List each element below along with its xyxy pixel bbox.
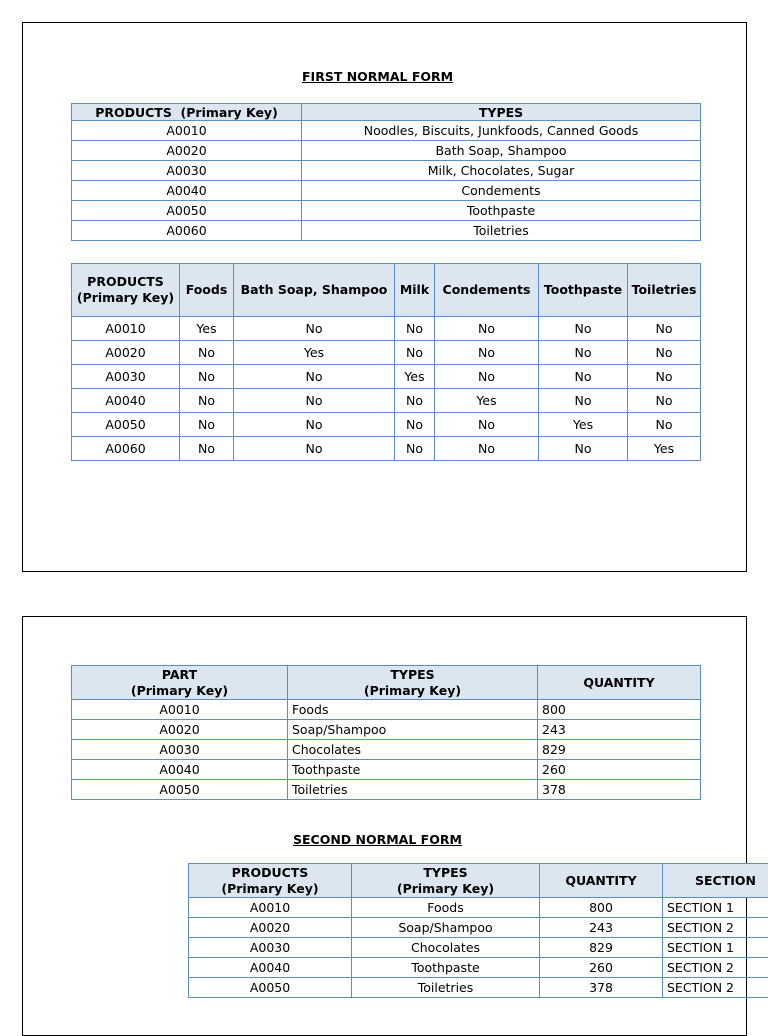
table-row xyxy=(72,121,701,141)
types-cell: Foods xyxy=(288,700,538,720)
section-cell: SECTION 2 xyxy=(663,958,768,978)
table-row xyxy=(189,938,768,958)
quantity-cell: 243 xyxy=(538,720,701,740)
part-types-quantity-table xyxy=(71,665,701,800)
product-cell: A0010 xyxy=(72,317,180,341)
product-cell: A0040 xyxy=(72,181,302,201)
table-row xyxy=(72,317,701,341)
part-cell: A0020 xyxy=(72,720,288,740)
column-header: PRODUCTS (Primary Key) xyxy=(72,104,302,121)
types-cell: Toothpaste xyxy=(352,958,540,978)
section-cell: SECTION 2 xyxy=(663,978,768,998)
product-cell: A0040 xyxy=(72,389,180,413)
table-row xyxy=(189,918,768,938)
quantity-cell: 829 xyxy=(538,740,701,760)
yes-no-cell: No xyxy=(234,389,395,413)
product-cell: A0050 xyxy=(189,978,352,998)
product-cell: A0050 xyxy=(72,413,180,437)
products-section-table xyxy=(188,863,768,998)
column-header: Milk xyxy=(395,264,435,317)
column-header: PRODUCTS (Primary Key) xyxy=(72,264,180,317)
yes-no-cell: No xyxy=(180,437,234,461)
yes-no-cell: No xyxy=(395,317,435,341)
table-row xyxy=(72,181,701,201)
product-cell: A0020 xyxy=(72,141,302,161)
products-types-table xyxy=(71,103,701,241)
product-cell: A0010 xyxy=(72,121,302,141)
table-header-row xyxy=(72,264,701,317)
table-header-row xyxy=(189,864,768,898)
quantity-cell: 378 xyxy=(540,978,663,998)
product-cell: A0030 xyxy=(72,161,302,181)
types-cell: Condements xyxy=(302,181,701,201)
types-cell: Toiletries xyxy=(352,978,540,998)
yes-no-cell: No xyxy=(628,365,701,389)
column-header: TYPES (Primary Key) xyxy=(288,666,538,700)
table-row xyxy=(72,201,701,221)
table-row xyxy=(72,437,701,461)
table-header-row xyxy=(72,104,701,121)
types-cell: Chocolates xyxy=(288,740,538,760)
yes-no-cell: No xyxy=(180,389,234,413)
column-header: Condements xyxy=(435,264,539,317)
yes-no-cell: Yes xyxy=(234,341,395,365)
yes-no-cell: No xyxy=(628,341,701,365)
product-cell: A0010 xyxy=(189,898,352,918)
yes-no-cell: No xyxy=(435,365,539,389)
product-cell: A0020 xyxy=(189,918,352,938)
yes-no-cell: No xyxy=(395,389,435,413)
table-row xyxy=(72,389,701,413)
types-cell: Milk, Chocolates, Sugar xyxy=(302,161,701,181)
column-header: TYPES xyxy=(302,104,701,121)
part-cell: A0040 xyxy=(72,760,288,780)
column-header: QUANTITY xyxy=(538,666,701,700)
section-cell: SECTION 1 xyxy=(663,938,768,958)
product-cell: A0020 xyxy=(72,341,180,365)
table-row xyxy=(72,413,701,437)
product-cell: A0040 xyxy=(189,958,352,978)
types-cell: Toiletries xyxy=(302,221,701,241)
yes-no-cell: No xyxy=(628,389,701,413)
column-header: SECTION xyxy=(663,864,768,898)
yes-no-cell: No xyxy=(539,389,628,413)
yes-no-cell: No xyxy=(395,437,435,461)
yes-no-cell: No xyxy=(435,317,539,341)
yes-no-cell: Yes xyxy=(539,413,628,437)
table-row xyxy=(189,958,768,978)
types-cell: Noodles, Biscuits, Junkfoods, Canned Goods xyxy=(302,121,701,141)
table-row xyxy=(72,700,701,720)
quantity-cell: 829 xyxy=(540,938,663,958)
product-cell: A0030 xyxy=(72,365,180,389)
types-cell: Chocolates xyxy=(352,938,540,958)
product-cell: A0060 xyxy=(72,221,302,241)
first-normal-form-title: FIRST NORMAL FORM xyxy=(302,69,453,84)
yes-no-cell: No xyxy=(395,413,435,437)
part-cell: A0010 xyxy=(72,700,288,720)
yes-no-cell: No xyxy=(628,413,701,437)
table-row xyxy=(72,365,701,389)
table-row xyxy=(72,780,701,800)
second-normal-form-title: SECOND NORMAL FORM xyxy=(293,832,462,847)
types-cell: Foods xyxy=(352,898,540,918)
column-header: TYPES (Primary Key) xyxy=(352,864,540,898)
quantity-cell: 260 xyxy=(540,958,663,978)
table-row xyxy=(72,221,701,241)
table-row xyxy=(72,341,701,365)
yes-no-cell: Yes xyxy=(180,317,234,341)
types-cell: Soap/Shampoo xyxy=(288,720,538,740)
yes-no-cell: No xyxy=(234,413,395,437)
yes-no-cell: No xyxy=(180,365,234,389)
yes-no-cell: No xyxy=(234,437,395,461)
yes-no-cell: No xyxy=(539,365,628,389)
table-row xyxy=(72,740,701,760)
table-row xyxy=(72,161,701,181)
types-cell: Soap/Shampoo xyxy=(352,918,540,938)
quantity-cell: 378 xyxy=(538,780,701,800)
yes-no-cell: No xyxy=(435,341,539,365)
yes-no-cell: No xyxy=(539,437,628,461)
column-header: PRODUCTS (Primary Key) xyxy=(189,864,352,898)
yes-no-cell: Yes xyxy=(395,365,435,389)
quantity-cell: 243 xyxy=(540,918,663,938)
yes-no-cell: No xyxy=(435,413,539,437)
quantity-cell: 800 xyxy=(540,898,663,918)
types-cell: Toiletries xyxy=(288,780,538,800)
yes-no-cell: Yes xyxy=(628,437,701,461)
column-header: Toiletries xyxy=(628,264,701,317)
column-header: PART (Primary Key) xyxy=(72,666,288,700)
product-cell: A0030 xyxy=(189,938,352,958)
table-row xyxy=(189,898,768,918)
yes-no-cell: No xyxy=(234,365,395,389)
yes-no-cell: No xyxy=(539,341,628,365)
column-header: Foods xyxy=(180,264,234,317)
yes-no-cell: No xyxy=(234,317,395,341)
section-cell: SECTION 2 xyxy=(663,918,768,938)
table-row xyxy=(72,141,701,161)
column-header: Toothpaste xyxy=(539,264,628,317)
table-row xyxy=(72,720,701,740)
section-cell: SECTION 1 xyxy=(663,898,768,918)
table-row xyxy=(72,760,701,780)
quantity-cell: 800 xyxy=(538,700,701,720)
yes-no-cell: No xyxy=(395,341,435,365)
quantity-cell: 260 xyxy=(538,760,701,780)
types-cell: Bath Soap, Shampoo xyxy=(302,141,701,161)
yes-no-cell: No xyxy=(180,341,234,365)
product-cell: A0060 xyxy=(72,437,180,461)
part-cell: A0030 xyxy=(72,740,288,760)
table-row xyxy=(189,978,768,998)
column-header: Bath Soap, Shampoo xyxy=(234,264,395,317)
table-header-row xyxy=(72,666,701,700)
products-matrix-table xyxy=(71,263,701,461)
yes-no-cell: No xyxy=(628,317,701,341)
yes-no-cell: No xyxy=(435,437,539,461)
column-header: QUANTITY xyxy=(540,864,663,898)
types-cell: Toothpaste xyxy=(288,760,538,780)
yes-no-cell: Yes xyxy=(435,389,539,413)
yes-no-cell: No xyxy=(180,413,234,437)
yes-no-cell: No xyxy=(539,317,628,341)
types-cell: Toothpaste xyxy=(302,201,701,221)
document-page-1 xyxy=(22,22,747,572)
part-cell: A0050 xyxy=(72,780,288,800)
product-cell: A0050 xyxy=(72,201,302,221)
document-page-2 xyxy=(22,616,747,1036)
